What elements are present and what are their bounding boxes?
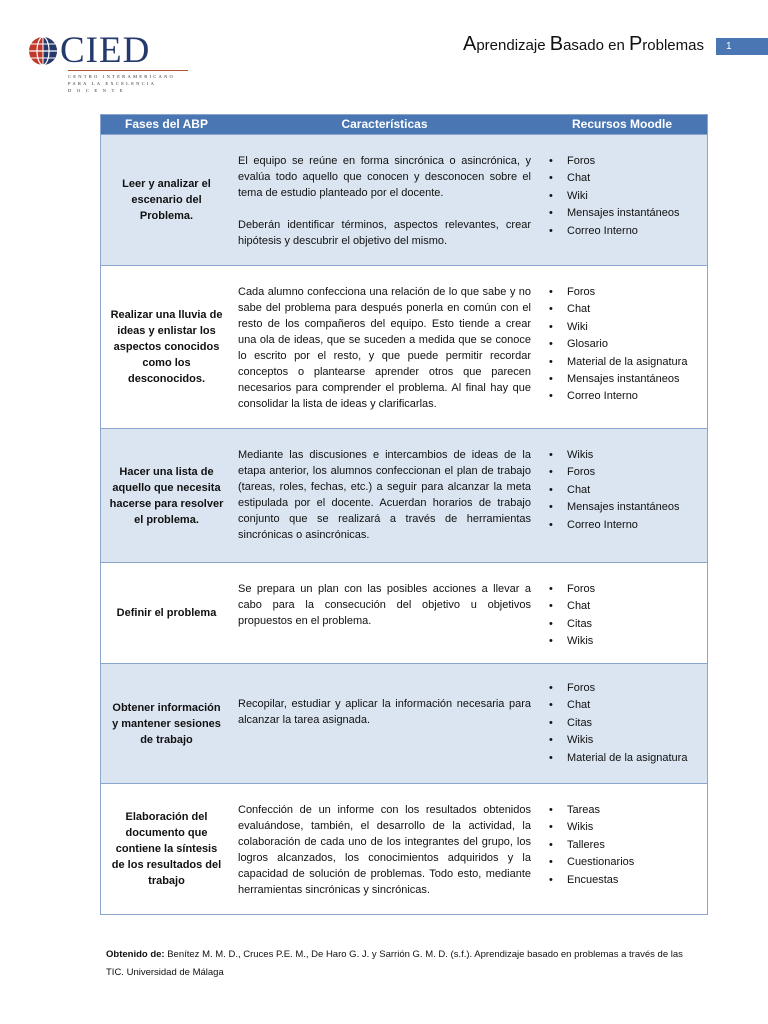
description-cell: [232, 664, 537, 783]
description-paragraph: Mediante las discusiones e intercambios de ideas de la etapa anterior, los alumnos confeccionan el plan de trabajo (tareas, roles, fechas, etc.) a seguir para alcanzar la meta estipulada por el docente. Acuerdan horarios de trabajo conjunto que se realizará a través de herramientas sincrónicas o asincrónicas.: [238, 449, 531, 541]
resource-item: • Wikis: [549, 819, 707, 836]
table-row: [101, 783, 707, 914]
resource-item: • Wikis: [549, 633, 707, 650]
phase-cell: Elaboración del documento que contiene la síntesis de los resultados del trabajo: [111, 811, 222, 887]
description-paragraph: Deberán identificar términos, aspectos relevantes, crear hipótesis y descubrir el objetivo del mismo.: [238, 219, 531, 247]
citation-text: Benítez M. M. D., Cruces P.E. M., De Haro G. J. y Sarrión G. M. D. (s.f.). Aprendizaje basado en problemas a través de las TIC. Universidad de Málaga: [106, 949, 683, 978]
resource-item: • Material de la asignatura: [549, 750, 707, 767]
description-paragraph: El equipo se reúne en forma sincrónica o asincrónica, y evalúa todo aquello que conocen y desconocen sobre el tema de estudio planteado por el docente.: [238, 155, 531, 199]
logo-wordmark: CIED: [60, 30, 151, 71]
description-paragraph: Confección de un informe con los resultados obtenidos evaluándose, también, el desarrollo de la actividad, la colaboración de cada uno de los integrantes del grupo, los logros alcanzados, los conocimientos adquiridos y la capacidad de solución de problemas. Todo esto, mediante herramientas sincrónicas y sincrónicas.: [238, 804, 531, 896]
table-header: [101, 115, 707, 134]
resources-cell: [537, 266, 707, 428]
resource-item: • Chat: [549, 301, 707, 318]
description-paragraph: Se prepara un plan con las posibles acciones a llevar a cabo para la consecución del objetivo u objetivos propuestos en el problema.: [238, 583, 531, 627]
description-paragraph: Recopilar, estudiar y aplicar la información necesaria para alcanzar la tarea asignada.: [238, 698, 531, 726]
description-cell: [232, 784, 537, 914]
resource-item: • Mensajes instantáneos: [549, 371, 707, 388]
table-row: [101, 265, 707, 428]
cied-logo: [28, 30, 178, 94]
description-cell: [232, 429, 537, 562]
title-initial: P: [628, 33, 643, 55]
title-rest: prendizaje: [476, 37, 550, 54]
resource-item: • Wiki: [549, 319, 707, 336]
resource-item: • Mensajes instantáneos: [549, 205, 707, 222]
resource-item: • Correo Interno: [549, 517, 707, 534]
phase-cell: Definir el problema: [116, 607, 217, 619]
title-initial: A: [462, 33, 477, 55]
table-row: [101, 663, 707, 783]
resources-cell: [537, 563, 707, 663]
description-cell: [232, 563, 537, 663]
header-resources: Recursos Moodle: [571, 117, 673, 131]
resource-item: • Chat: [549, 697, 707, 714]
description-cell: [232, 266, 537, 428]
resource-item: • Cuestionarios: [549, 854, 707, 871]
table-row: [101, 134, 707, 265]
source-citation: [106, 946, 686, 982]
document-title: [463, 33, 704, 56]
page-number: 1: [716, 38, 768, 55]
table-row: [101, 428, 707, 562]
title-initial: B: [549, 33, 564, 55]
resource-item: • Foros: [549, 153, 707, 170]
resource-item: • Correo Interno: [549, 388, 707, 405]
resources-cell: [537, 429, 707, 562]
globe-icon: [28, 36, 58, 66]
phase-cell: Obtener información y mantener sesiones de trabajo: [112, 701, 221, 746]
title-rest: asado en: [563, 37, 629, 54]
resource-item: • Citas: [549, 715, 707, 732]
resource-item: • Glosario: [549, 336, 707, 353]
resource-item: • Foros: [549, 680, 707, 697]
phase-cell: Realizar una lluvia de ideas y enlistar los aspectos conocidos como los desconocidos.: [110, 309, 223, 385]
resource-item: • Chat: [549, 170, 707, 187]
resource-item: • Chat: [549, 598, 707, 615]
resources-cell: [537, 664, 707, 783]
resource-item: • Material de la asignatura: [549, 354, 707, 371]
resource-item: • Wikis: [549, 447, 707, 464]
title-rest: roblemas: [642, 37, 704, 54]
logo-subtitle: [68, 70, 188, 94]
resource-item: • Citas: [549, 616, 707, 633]
resources-cell: [537, 135, 707, 265]
resource-item: • Foros: [549, 284, 707, 301]
resource-item: • Encuestas: [549, 872, 707, 889]
resource-item: • Foros: [549, 581, 707, 598]
description-cell: [232, 135, 537, 265]
resource-item: • Talleres: [549, 837, 707, 854]
logo-sub-line-3: D O C E N T E: [68, 88, 125, 93]
header-characteristics: Características: [341, 117, 428, 131]
resource-item: • Wikis: [549, 732, 707, 749]
table-row: [101, 562, 707, 663]
phase-cell: Hacer una lista de aquello que necesita hacerse para resolver el problema.: [109, 465, 224, 526]
abp-table: [100, 114, 708, 915]
header-phases: Fases del ABP: [125, 117, 208, 131]
resource-item: • Wiki: [549, 188, 707, 205]
resource-item: • Correo Interno: [549, 223, 707, 240]
resource-item: • Mensajes instantáneos: [549, 499, 707, 516]
resource-item: • Tareas: [549, 802, 707, 819]
resource-item: • Foros: [549, 464, 707, 481]
resources-cell: [537, 784, 707, 914]
phase-cell: Leer y analizar el escenario del Problema.: [122, 178, 211, 222]
resource-item: • Chat: [549, 482, 707, 499]
citation-label: Obtenido de:: [106, 949, 165, 960]
logo-sub-line-2: PARA LA EXCELENCIA: [68, 81, 157, 86]
logo-sub-line-1: CENTRO INTERAMERICANO: [68, 74, 176, 79]
description-paragraph: Cada alumno confecciona una relación de lo que sabe y no sabe del problema para después ponerla en común con el resto de los compañeros del equipo. Esto tiende a crear una ola de ideas, que se suceden a medida que se conoce lo escrito por el resto, y que puede permitir recordar conceptos o plantearse aprender otros que parecen necesarios para comprender el problema. Al final hay que consolidar la lista de ideas y clarificarlas.: [238, 286, 531, 410]
